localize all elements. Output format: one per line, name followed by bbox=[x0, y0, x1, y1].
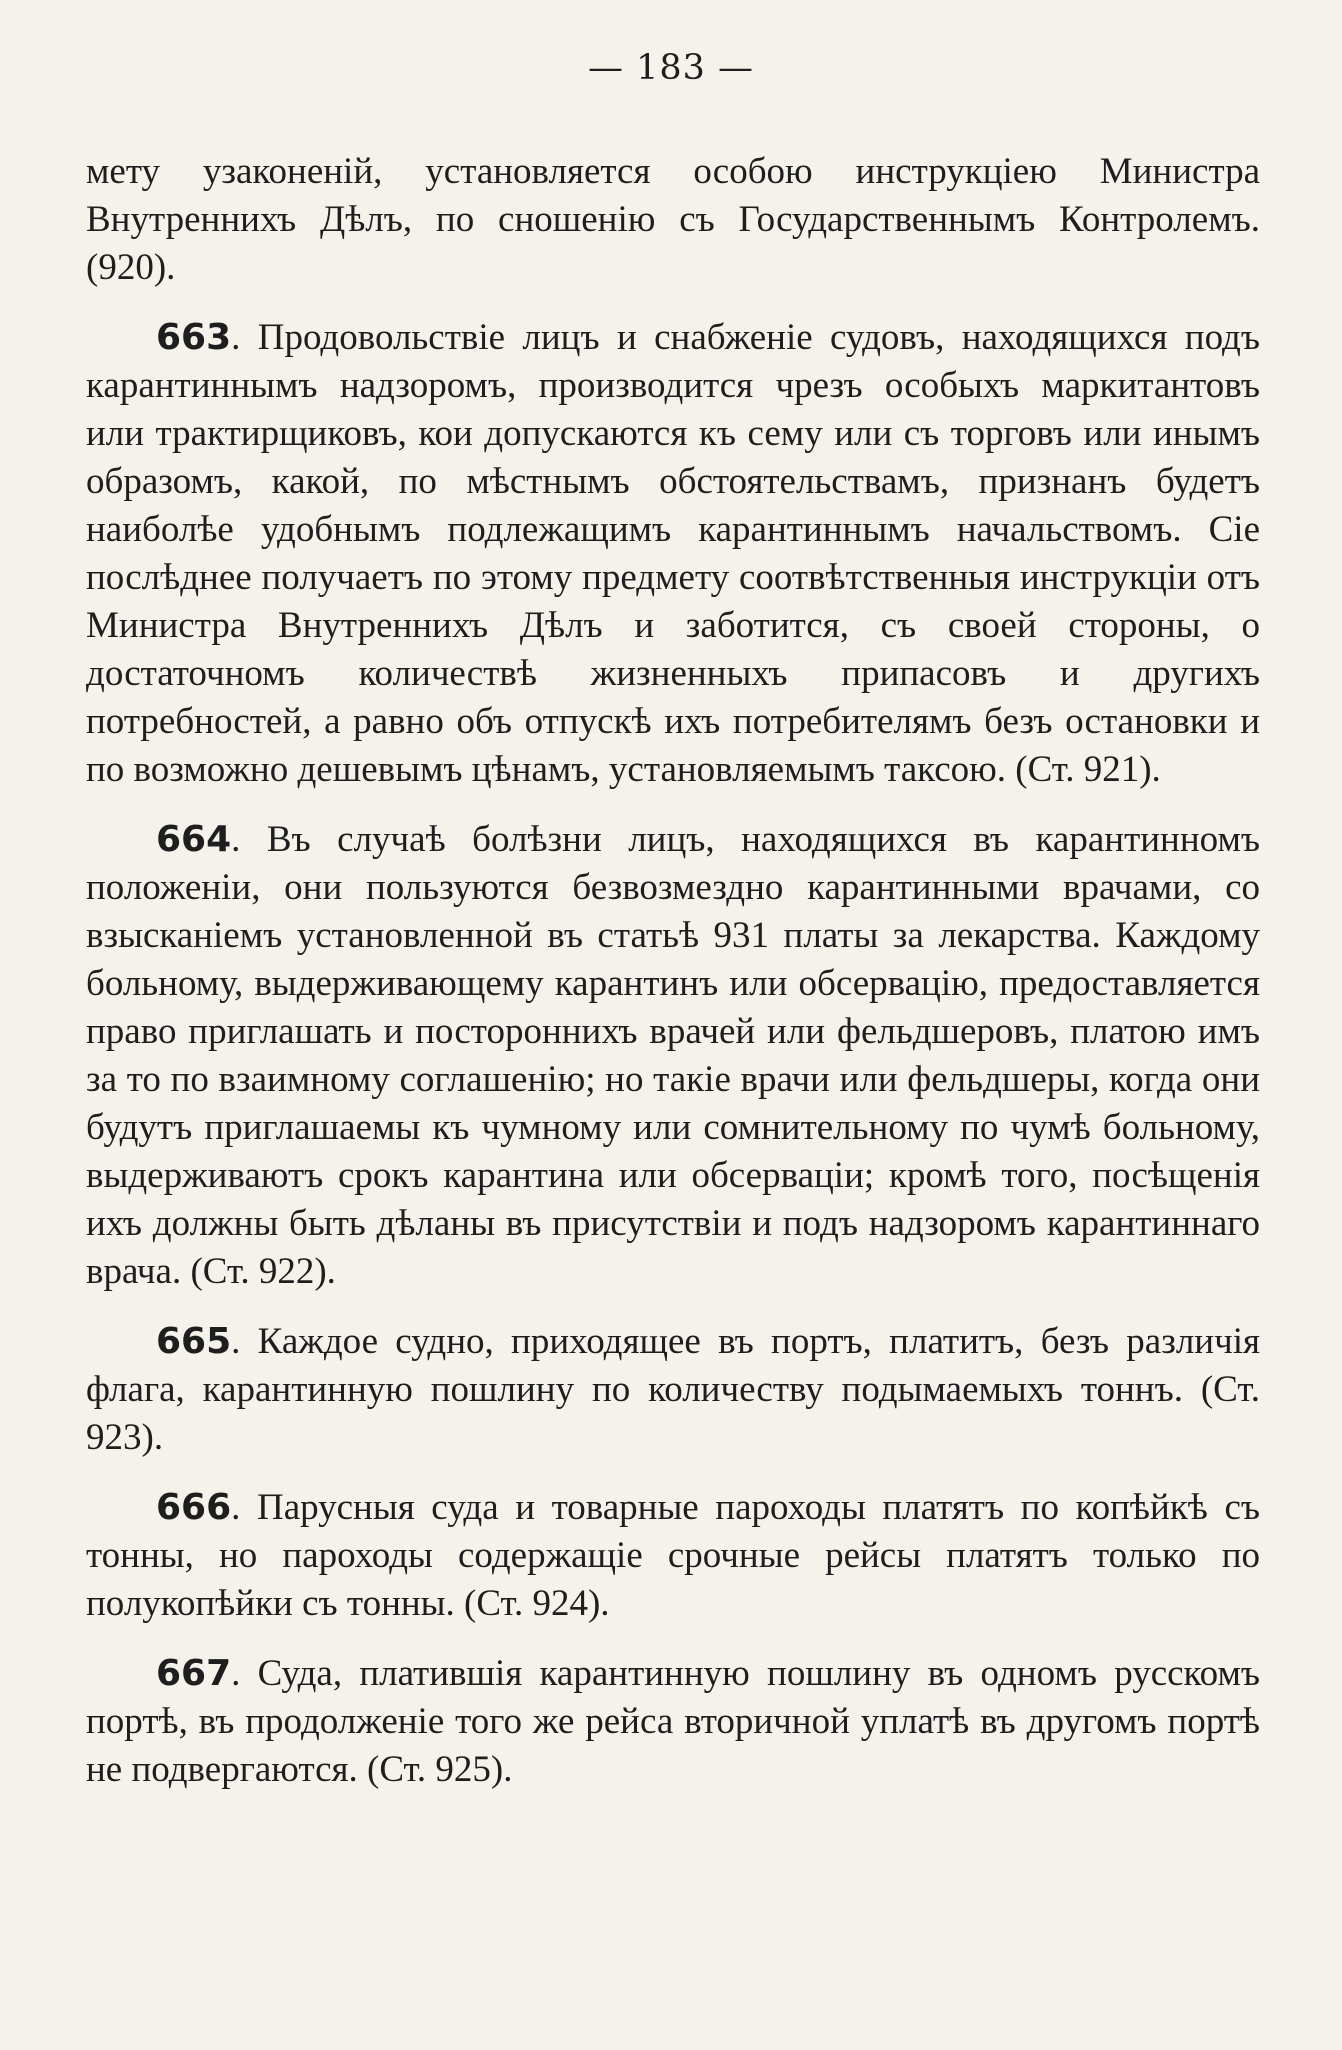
article-667 bbox=[86, 1650, 1260, 1794]
article-text: . Продовольствіе лицъ и снабженіе судовъ, находящихся подъ карантиннымъ надзоромъ, производится чрезъ особыхъ маркитантовъ или трактирщиковъ, кои допускаются къ сему или съ торговъ или инымъ образомъ, какой, по мѣстнымъ обстоятельствамъ, признанъ будетъ наиболѣе удобнымъ подлежащимъ карантиннымъ начальствомъ. Сіе послѣднее получаетъ по этому предмету соотвѣтственныя инструкціи отъ Министра Внутреннихъ Дѣлъ и заботится, съ своей стороны, о достаточномъ количествѣ жизненныхъ припасовъ и другихъ потребностей, а равно объ отпускѣ ихъ потребителямъ безъ остановки и по возможно дешевымъ цѣнамъ, установляемымъ таксою. (Ст. 921). bbox=[86, 317, 1260, 790]
article-663 bbox=[86, 314, 1260, 794]
article-number: 665 bbox=[156, 1321, 232, 1362]
article-666 bbox=[86, 1484, 1260, 1628]
article-text: . Въ случаѣ болѣзни лицъ, находящихся въ карантинномъ положеніи, они пользуются безвозмездно карантинными врачами, со взысканіемъ установленной въ статьѣ 931 платы за лекарства. Каждому больному, выдерживающему карантинъ или обсервацію, предоставляется право приглашать и постороннихъ врачей или фельдшеровъ, платою имъ за то по взаимному соглашенію; но такіе врачи или фельдшеры, когда они будутъ приглашаемы къ чумному или сомнительному по чумѣ больному, выдерживаютъ срокъ карантина или обсерваціи; кромѣ того, посѣщенія ихъ должны быть дѣланы въ присутствіи и подъ надзоромъ карантиннаго врача. (Ст. 922). bbox=[86, 819, 1260, 1292]
article-665 bbox=[86, 1318, 1260, 1462]
continuation-paragraph: мету узаконеній, установляется особою инструкціею Министра Внутреннихъ Дѣлъ, по сношенію съ Государственнымъ Контролемъ. (920). bbox=[86, 151, 1260, 288]
article-number: 666 bbox=[156, 1487, 232, 1528]
article-number: 664 bbox=[156, 819, 232, 860]
page-text bbox=[86, 148, 1260, 1816]
article-number: 663 bbox=[156, 317, 232, 358]
article-664 bbox=[86, 816, 1260, 1296]
page-number: — 183 — bbox=[587, 48, 755, 88]
article-text: . Парусныя суда и товарные пароходы платятъ по копѣйкѣ съ тонны, но пароходы содержащіе срочные рейсы платятъ только по полукопѣйки съ тонны. (Ст. 924). bbox=[86, 1487, 1260, 1624]
article-number: 667 bbox=[156, 1653, 232, 1694]
article-text: . Суда, платившія карантинную пошлину въ одномъ русскомъ портѣ, въ продолженіе того же рейса вторичной уплатѣ въ другомъ портѣ не подвергаются. (Ст. 925). bbox=[86, 1653, 1260, 1790]
article-text: . Каждое судно, приходящее въ портъ, платитъ, безъ различія флага, карантинную пошлину по количеству подымаемыхъ тоннъ. (Ст. 923). bbox=[86, 1321, 1260, 1458]
